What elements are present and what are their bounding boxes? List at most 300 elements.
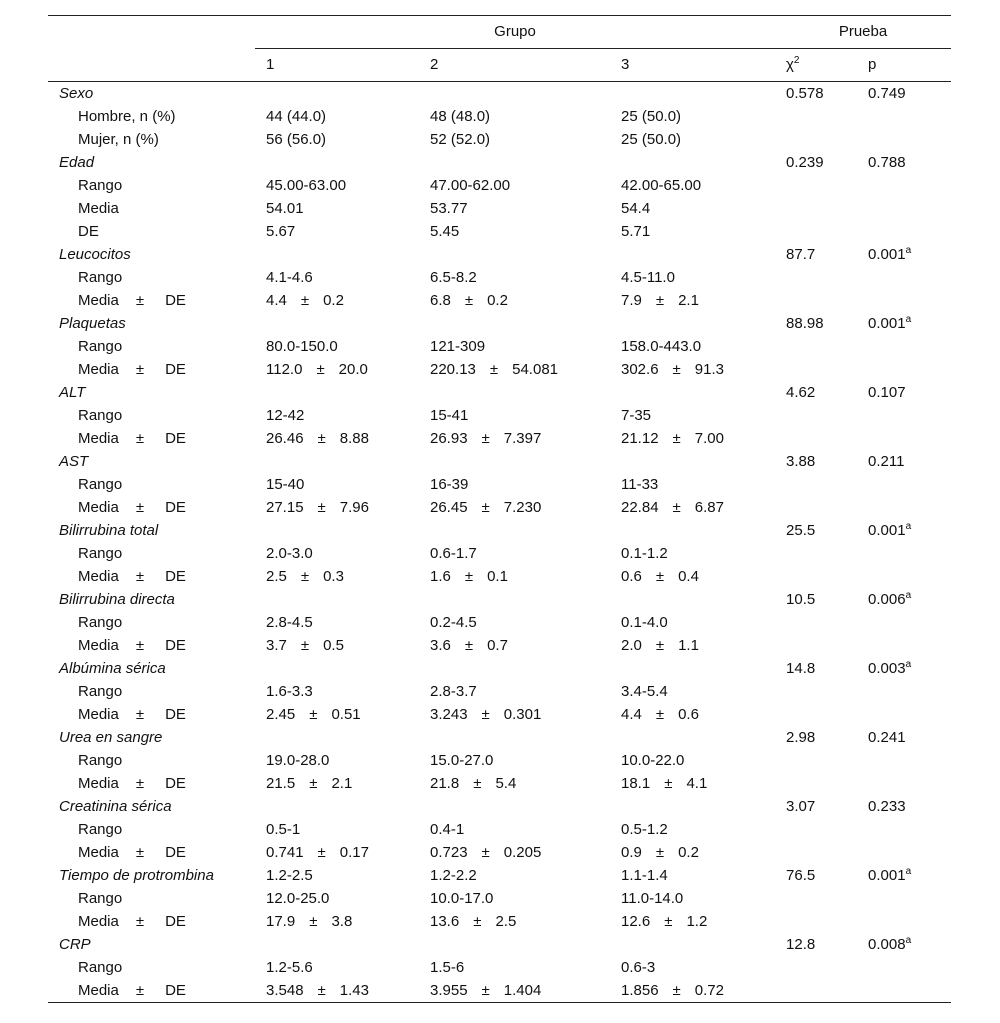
value-cell-group-3: [610, 519, 775, 542]
row-label: Rango: [78, 269, 123, 286]
plus-minus-sign: ±: [481, 706, 490, 723]
sd-value: 0.4: [678, 568, 699, 585]
value-cell-group-1: [255, 496, 419, 519]
value-cell-group-3: 25 (50.0): [621, 131, 682, 148]
value-cell-group-3: [610, 772, 775, 795]
mean-value: 22.84: [621, 499, 659, 516]
value-cell-group-1: [255, 82, 419, 106]
row-label: [48, 772, 255, 795]
table-row: [48, 496, 951, 519]
value-cell-group-1: [255, 979, 419, 1002]
group-header: Grupo: [255, 16, 775, 49]
p-value: [857, 220, 951, 243]
sd-value: 0.2: [323, 292, 344, 309]
chi-square-value: 12.8: [786, 936, 816, 953]
table-row: [48, 680, 951, 703]
p-value: [857, 128, 951, 151]
p-value: [857, 634, 951, 657]
significance-mark: a: [905, 866, 912, 877]
value-cell-group-3: [610, 657, 775, 680]
sd-value: 5.4: [495, 775, 517, 792]
value-cell-group-3: 10.0-22.0: [621, 752, 685, 769]
chi-square-value: [775, 105, 857, 128]
p-value: [857, 105, 951, 128]
chi-square-value: [775, 266, 857, 289]
chi-square-value: 10.5: [786, 591, 816, 608]
p-number: 0.788: [868, 154, 906, 171]
value-cell-group-2: [419, 634, 610, 657]
chi-square-value: [775, 910, 857, 933]
p-value: [857, 404, 951, 427]
value-cell-group-1: [255, 565, 419, 588]
mean-value: 26.45: [430, 499, 468, 516]
mean-sd-value: [430, 358, 558, 381]
sd-value: 0.51: [331, 706, 361, 723]
rule-cell: [48, 1002, 255, 1003]
mean-sd-value: [430, 427, 541, 450]
value-cell-group-2: 1.2-2.2: [430, 867, 477, 884]
table-row: [48, 243, 951, 266]
value-cell-group-2: 10.0-17.0: [430, 890, 494, 907]
row-label: Sexo: [59, 85, 94, 102]
mean-sd-value: [621, 841, 699, 864]
chi-square-value: [775, 565, 857, 588]
plus-minus-sign: ±: [309, 706, 318, 723]
plus-minus-sign: ±: [655, 637, 665, 654]
table-row: [48, 358, 951, 381]
row-label: Rango: [78, 407, 123, 424]
mean-value: 2.5: [266, 568, 287, 585]
p-value: [857, 174, 951, 197]
chi-square-value: [775, 473, 857, 496]
plus-minus-sign: ±: [135, 292, 145, 309]
value-cell-group-2: 1.5-6: [430, 959, 465, 976]
mean-sd-value: [430, 289, 508, 312]
table-row: [48, 887, 951, 910]
value-cell-group-1: [255, 289, 419, 312]
p-value: [857, 611, 951, 634]
p-value: [857, 542, 951, 565]
mean-sd-value: [266, 703, 361, 726]
mean-value: 3.548: [266, 982, 304, 999]
mean-sd-value: [266, 496, 369, 519]
p-value: [857, 887, 951, 910]
plus-minus-sign: ±: [300, 292, 310, 309]
mean-value: 13.6: [430, 913, 460, 930]
sd-value: 6.87: [694, 499, 724, 516]
mean-sd-value: [430, 496, 541, 519]
table-row: [48, 105, 951, 128]
sd-value: 7.00: [694, 430, 724, 447]
plus-minus-sign: ±: [481, 499, 490, 516]
p-number: 0.107: [868, 384, 906, 401]
plus-minus-sign: ±: [135, 361, 145, 378]
table-row: [48, 933, 951, 956]
chi-square-value: [775, 749, 857, 772]
p-value: [857, 841, 951, 864]
table-row: [48, 565, 951, 588]
mean-sd-value: [430, 772, 516, 795]
mean-value: 26.46: [266, 430, 304, 447]
table-row: [48, 542, 951, 565]
p-number: 0.006: [868, 591, 906, 608]
mean-sd-value: [430, 910, 516, 933]
mean-value: 6.8: [430, 292, 451, 309]
chi-square-value: [775, 841, 857, 864]
p-value: [857, 979, 951, 1002]
sd-value: 20.0: [338, 361, 368, 378]
mean-sd-value: [266, 979, 369, 1002]
value-cell-group-3: [610, 496, 775, 519]
value-cell-group-2: [419, 289, 610, 312]
mean-sd-value: [430, 703, 541, 726]
sd-value: 7.96: [339, 499, 369, 516]
value-cell-group-3: [610, 795, 775, 818]
table-row: [48, 220, 951, 243]
label-mean: Media: [78, 499, 119, 516]
p-number: 0.001: [868, 246, 906, 263]
p-number: 0.008: [868, 936, 906, 953]
table-row: [48, 335, 951, 358]
value-cell-group-2: [419, 82, 610, 106]
chi-square-value: [775, 611, 857, 634]
mean-sd-value: [430, 841, 541, 864]
label-mean: Media: [78, 361, 119, 378]
chi-square-value: [775, 703, 857, 726]
sd-value: 0.72: [694, 982, 724, 999]
row-label: Leucocitos: [59, 246, 131, 263]
row-label: [48, 289, 255, 312]
value-cell-group-3: [610, 427, 775, 450]
label-sd: DE: [165, 913, 186, 930]
rule-cell: [857, 1002, 951, 1003]
label-mean: Media: [78, 775, 119, 792]
value-cell-group-1: [255, 726, 419, 749]
p-number: 0.003: [868, 660, 906, 677]
significance-mark: a: [905, 314, 912, 325]
row-label: DE: [78, 223, 99, 240]
chi-square-value: [775, 818, 857, 841]
mean-value: 17.9: [266, 913, 296, 930]
table-row: [48, 128, 951, 151]
table-row: [48, 174, 951, 197]
value-cell-group-3: [610, 358, 775, 381]
value-cell-group-1: 44 (44.0): [266, 108, 327, 125]
value-cell-group-3: [610, 381, 775, 404]
plus-minus-sign: ±: [309, 775, 318, 792]
sd-value: 7.230: [503, 499, 542, 516]
row-label: Creatinina sérica: [59, 798, 172, 815]
value-cell-group-1: [255, 358, 419, 381]
table-row: [48, 864, 951, 887]
sd-value: 1.2: [686, 913, 708, 930]
rule-cell: [610, 1002, 775, 1003]
chi-square-value: 2.98: [786, 729, 816, 746]
value-cell-group-2: 53.77: [430, 200, 468, 217]
value-cell-group-1: [255, 312, 419, 335]
sd-value: 0.2: [487, 292, 508, 309]
chi-square-value: 88.98: [786, 315, 824, 332]
p-value: [857, 565, 951, 588]
label-sd: DE: [165, 499, 186, 516]
value-cell-group-1: 2.0-3.0: [266, 545, 313, 562]
value-cell-group-3: 11.0-14.0: [621, 890, 684, 907]
sd-value: 0.1: [487, 568, 508, 585]
mean-value: 4.4: [621, 706, 642, 723]
value-cell-group-2: 6.5-8.2: [430, 269, 477, 286]
plus-minus-sign: ±: [672, 430, 681, 447]
header-empty-cell: [48, 16, 255, 49]
label-mean: Media: [78, 844, 119, 861]
plus-minus-sign: ±: [135, 499, 145, 516]
mean-value: 0.9: [621, 844, 642, 861]
value-cell-group-2: [419, 795, 610, 818]
label-sd: DE: [165, 637, 186, 654]
plus-minus-sign: ±: [672, 982, 681, 999]
row-label: Rango: [78, 959, 123, 976]
value-cell-group-3: 3.4-5.4: [621, 683, 668, 700]
value-cell-group-2: 121-309: [430, 338, 486, 355]
value-cell-group-2: [419, 703, 610, 726]
p-value: [857, 910, 951, 933]
mean-value: 21.8: [430, 775, 460, 792]
table-row: [48, 749, 951, 772]
table-row: [48, 312, 951, 335]
mean-value: 26.93: [430, 430, 468, 447]
p-value: [857, 749, 951, 772]
value-cell-group-1: 1.2-2.5: [266, 867, 313, 884]
p-value: [857, 726, 951, 749]
plus-minus-sign: ±: [672, 361, 681, 378]
value-cell-group-2: [419, 243, 610, 266]
col-header-chi: [775, 49, 857, 82]
p-number: 0.001: [868, 315, 906, 332]
mean-value: 0.6: [621, 568, 642, 585]
row-label: [48, 565, 255, 588]
chi-square-value: [775, 358, 857, 381]
mean-value: 21.5: [266, 775, 296, 792]
mean-value: 3.243: [430, 706, 468, 723]
chi-square-value: [775, 680, 857, 703]
p-value: [857, 795, 951, 818]
value-cell-group-2: [419, 151, 610, 174]
sd-value: 1.43: [339, 982, 369, 999]
value-cell-group-1: 12-42: [266, 407, 305, 424]
chi-square-value: [775, 289, 857, 312]
value-cell-group-2: [419, 358, 610, 381]
mean-value: 4.4: [266, 292, 287, 309]
mean-value: 12.6: [621, 913, 651, 930]
p-value: [857, 82, 951, 106]
plus-minus-sign: ±: [300, 568, 310, 585]
plus-minus-sign: ±: [135, 568, 145, 585]
plus-minus-sign: ±: [135, 706, 145, 723]
row-label: Rango: [78, 683, 123, 700]
row-label: [48, 703, 255, 726]
plus-minus-sign: ±: [300, 637, 310, 654]
plus-minus-sign: ±: [317, 499, 326, 516]
plus-minus-sign: ±: [135, 637, 145, 654]
p-value: [857, 818, 951, 841]
mean-sd-value: [621, 565, 699, 588]
significance-mark: a: [905, 935, 912, 946]
test-header: Prueba: [775, 16, 951, 49]
value-cell-group-3: 1.1-1.4: [621, 867, 668, 884]
value-cell-group-3: [610, 289, 775, 312]
table-row: [48, 266, 951, 289]
value-cell-group-3: [610, 910, 775, 933]
table-row: [48, 726, 951, 749]
table-row: [48, 657, 951, 680]
label-mean: Media: [78, 568, 119, 585]
mean-value: 2.45: [266, 706, 296, 723]
value-cell-group-1: [255, 910, 419, 933]
p-value: [857, 772, 951, 795]
chi-square-value: [775, 634, 857, 657]
sd-value: 1.404: [503, 982, 542, 999]
value-cell-group-1: 4.1-4.6: [266, 269, 313, 286]
value-cell-group-2: [419, 496, 610, 519]
row-label: CRP: [59, 936, 91, 953]
value-cell-group-3: [610, 243, 775, 266]
value-cell-group-3: 25 (50.0): [621, 108, 682, 125]
row-label: Plaquetas: [59, 315, 126, 332]
chi-square-value: [775, 772, 857, 795]
chi-square-value: 87.7: [786, 246, 816, 263]
sd-value: 0.17: [339, 844, 369, 861]
value-cell-group-2: 5.45: [430, 223, 460, 240]
label-sd: DE: [165, 430, 186, 447]
table-row: [48, 519, 951, 542]
value-cell-group-1: 19.0-28.0: [266, 752, 330, 769]
sd-value: 0.6: [678, 706, 699, 723]
p-value: [857, 266, 951, 289]
plus-minus-sign: ±: [481, 982, 490, 999]
mean-value: 2.0: [621, 637, 642, 654]
chi-square-value: [775, 174, 857, 197]
table-row: [48, 956, 951, 979]
value-cell-group-3: [610, 726, 775, 749]
table-row: [48, 588, 951, 611]
label-mean: Media: [78, 430, 119, 447]
p-value: [857, 197, 951, 220]
plus-minus-sign: ±: [135, 913, 145, 930]
header-row-groups: [48, 16, 951, 49]
row-label: Rango: [78, 890, 123, 907]
table-row: [48, 841, 951, 864]
value-cell-group-1: [255, 634, 419, 657]
sd-value: 0.3: [323, 568, 344, 585]
value-cell-group-1: 15-40: [266, 476, 305, 493]
value-cell-group-1: [255, 519, 419, 542]
row-label: Rango: [78, 545, 123, 562]
table-row: [48, 703, 951, 726]
value-cell-group-1: 1.6-3.3: [266, 683, 313, 700]
label-mean: Media: [78, 292, 119, 309]
p-number: 0.001: [868, 867, 906, 884]
mean-sd-value: [266, 772, 352, 795]
chi-square-value: 25.5: [786, 522, 816, 539]
value-cell-group-3: [610, 841, 775, 864]
sd-value: 4.1: [686, 775, 708, 792]
col-header-3: 3: [610, 49, 775, 82]
mean-sd-value: [266, 634, 344, 657]
value-cell-group-1: [255, 427, 419, 450]
value-cell-group-2: 48 (48.0): [430, 108, 491, 125]
mean-value: 0.741: [266, 844, 304, 861]
row-label: Urea en sangre: [59, 729, 163, 746]
sd-value: 0.301: [503, 706, 542, 723]
col-header-1: 1: [255, 49, 419, 82]
bottom-rule: [48, 1002, 951, 1003]
table-row: [48, 772, 951, 795]
value-cell-group-2: 0.2-4.5: [430, 614, 477, 631]
value-cell-group-2: [419, 565, 610, 588]
p-value: [857, 956, 951, 979]
value-cell-group-2: 2.8-3.7: [430, 683, 477, 700]
value-cell-group-3: 0.1-1.2: [621, 545, 668, 562]
value-cell-group-1: 80.0-150.0: [266, 338, 338, 355]
plus-minus-sign: ±: [317, 430, 326, 447]
label-sd: DE: [165, 568, 186, 585]
label-sd: DE: [165, 292, 186, 309]
p-number: 0.749: [868, 85, 906, 102]
row-label: Rango: [78, 338, 123, 355]
value-cell-group-1: [255, 841, 419, 864]
mean-value: 18.1: [621, 775, 651, 792]
value-cell-group-1: [255, 657, 419, 680]
mean-sd-value: [621, 772, 707, 795]
plus-minus-sign: ±: [481, 844, 490, 861]
value-cell-group-1: [255, 151, 419, 174]
chi-square-value: [775, 956, 857, 979]
mean-sd-value: [621, 427, 724, 450]
value-cell-group-2: 0.6-1.7: [430, 545, 477, 562]
table-row: [48, 197, 951, 220]
value-cell-group-2: [419, 657, 610, 680]
p-value: [857, 243, 951, 266]
sd-value: 8.88: [339, 430, 369, 447]
table-row: [48, 151, 951, 174]
col-header-p: p: [857, 49, 951, 82]
plus-minus-sign: ±: [473, 913, 482, 930]
value-cell-group-3: 0.5-1.2: [621, 821, 668, 838]
value-cell-group-3: 42.00-65.00: [621, 177, 702, 194]
chi-square-value: [775, 220, 857, 243]
plus-minus-sign: ±: [317, 844, 326, 861]
chi-square-value: 4.62: [786, 384, 816, 401]
value-cell-group-3: 7-35: [621, 407, 652, 424]
row-label: Rango: [78, 476, 123, 493]
label-mean: Media: [78, 913, 119, 930]
row-label: [48, 427, 255, 450]
table-row: [48, 473, 951, 496]
p-value: [857, 703, 951, 726]
value-cell-group-2: 15.0-27.0: [430, 752, 494, 769]
value-cell-group-3: [610, 933, 775, 956]
chi-square-value: [775, 197, 857, 220]
sd-value: 0.7: [487, 637, 508, 654]
plus-minus-sign: ±: [655, 568, 665, 585]
mean-value: 1.6: [430, 568, 451, 585]
value-cell-group-1: 54.01: [266, 200, 304, 217]
value-cell-group-1: 56 (56.0): [266, 131, 327, 148]
table-row: [48, 404, 951, 427]
value-cell-group-3: [610, 703, 775, 726]
chi-square-value: 14.8: [786, 660, 816, 677]
sd-value: 2.1: [331, 775, 353, 792]
sd-value: 2.5: [495, 913, 517, 930]
